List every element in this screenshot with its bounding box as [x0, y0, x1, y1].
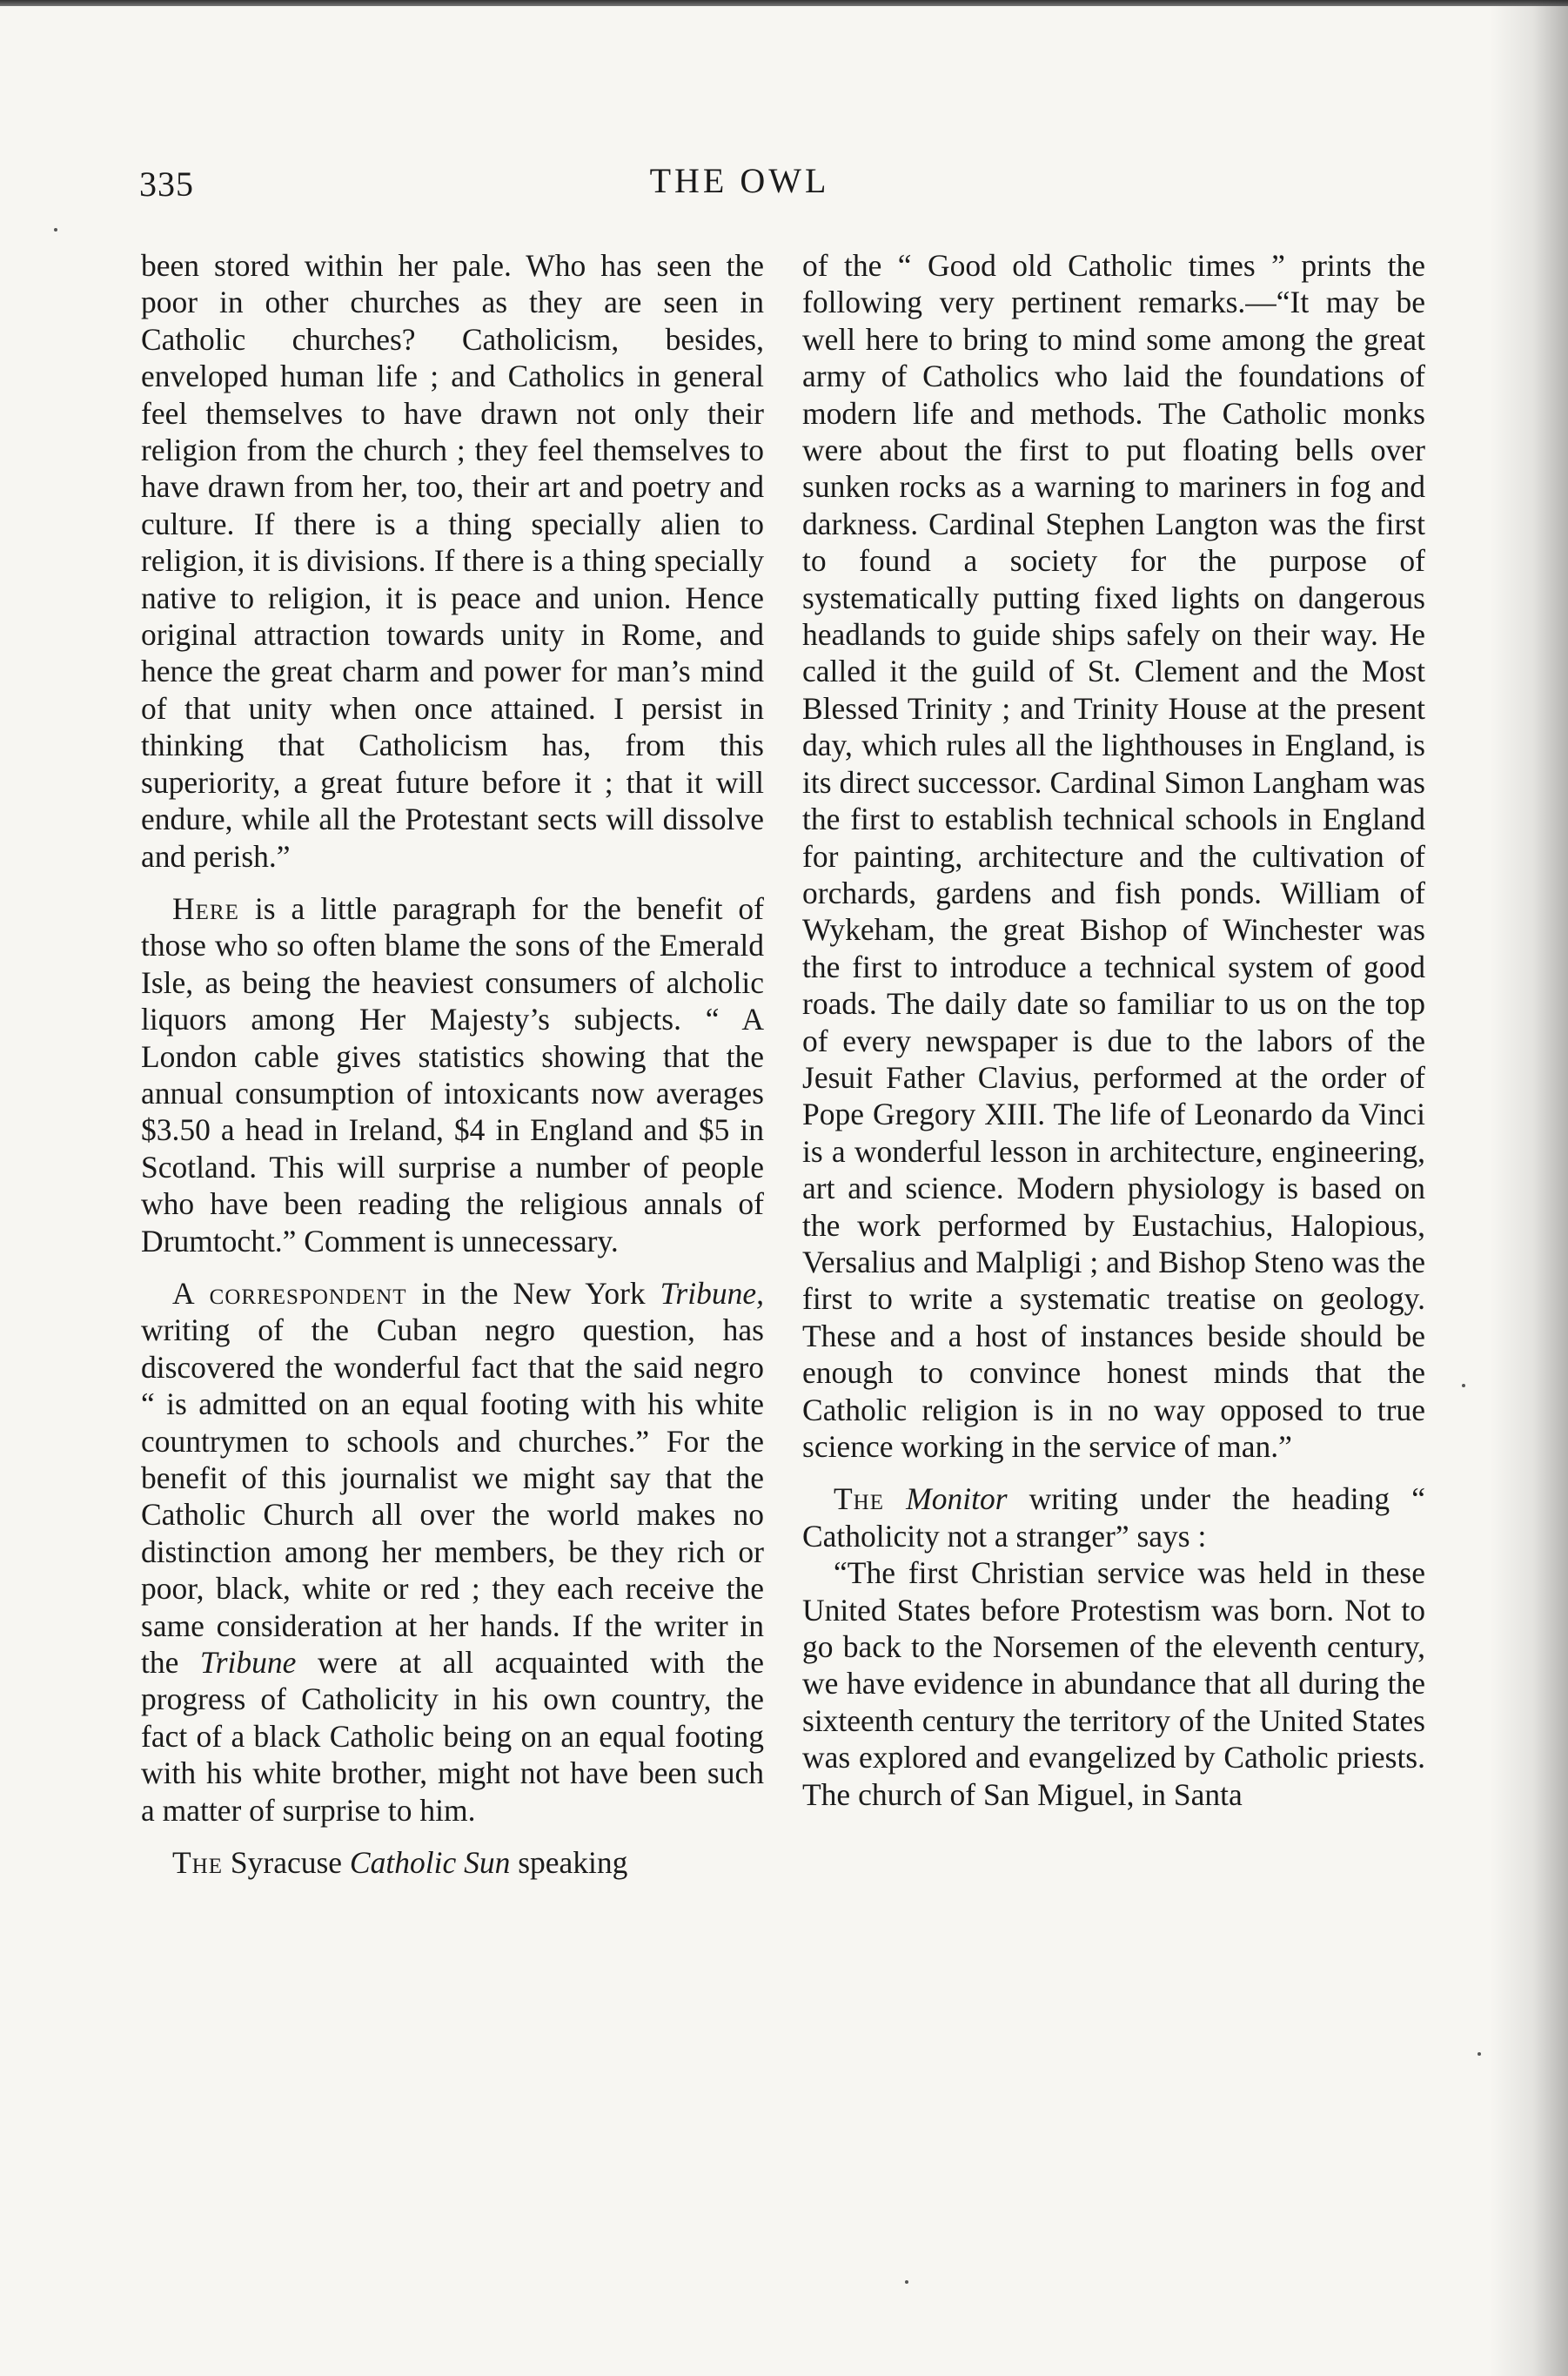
right-paragraph-1: [802, 247, 1425, 1465]
paper-speck: [1462, 1384, 1465, 1387]
left-column: [141, 247, 764, 1896]
monitor-title: Monitor: [906, 1481, 1008, 1517]
tribune-title-2: Tribune: [199, 1645, 297, 1681]
left-paragraph-4-text-a: Syracuse: [223, 1845, 350, 1881]
left-paragraph-2-text: is a little paragraph for the benefit of those who so often blame the sons of the Emerald Isle, as being the heaviest consumers of alcholic liquors among Her Majesty’s subjects. “ A London cable gives statistics showing that the annual consumption of intoxicants now averages $3.50 a head in Ireland, $4 in England and $5 in Scotland. This will surprise a number of people who have been reading the religious annals of Drumtocht.” Comment is unnecessary.: [141, 890, 764, 1258]
right-paragraph-2: [802, 1480, 1425, 1554]
left-paragraph-3-text-b: writing of the Cuban negro question, has discovered the wonderful fact that the said negro “ is admitted on an equal footing with his white countrymen to schools and churches.” For the benefit of this journalist we might say that the Catholic Church all over the world makes no distinction among her members, be they rich or poor, black, white or red ; they each receive the same consideration at her hands. If the writer in the: [141, 1312, 764, 1681]
left-paragraph-1-text: been stored within her pale. Who has seen the poor in other churches as they are seen in Catholic churches? Catholicism, besides, enveloped human life ; and Catholics in general feel themselves to have drawn not only their religion from the church ; they feel themselves to have drawn from her, too, their art and poetry and culture. If there is a thing specially alien to religion, it is divisions. If there is a thing specially native to religion, it is peace and union. Hence original attraction towards unity in Rome, and hence the great charm and power for man’s mind of that unity when once attained. I persist in thinking that Catholicism has, from this superiority, a great future before it ; that it will endure, while all the Protestant sects will dissolve and perish.”: [141, 248, 764, 874]
right-paragraph-1-text: of the “ Good old Catholic times ” prints the following very pertinent remarks.—“It may be well here to bring to mind some among the great army of Catholics who laid the foundations of modern life and methods. The Catholic monks were about the first to put floating bells over sunken rocks as a warning to mariners in fog and darkness. Cardinal Stephen Langton was the first to found a society for the purpose of systematically putting fixed lights on dangerous headlands to guide ships safely on their way. He called it the guild of St. Clement and the Most Blessed Trinity ; and Trinity House at the present day, which rules all the lighthouses in England, is its direct successor. Cardinal Simon Langham was the first to establish technical schools in England for painting, architecture and the cultivation of orchards, gardens and fish ponds. William of Wykeham, the great Bishop of Winchester was the first to introduce a technical system of good roads. The daily date so familiar to us on the top of every newspaper is due to the labors of the Jesuit Father Clavius, performed at the order of Pope Gregory XIII. The life of Leonardo da Vinci is a wonderful lesson in architecture, engineering, art and science. Modern physiology is based on the work performed by Eustachius, Halopious, Versalius and Malpligi ; and Bishop Steno was the first to write a systematic treatise on geology. These and a host of instances beside should be enough to convince honest minds that the Catholic religion is in no way opposed to true science working in the service of man.”: [802, 248, 1425, 1464]
paper-speck: [54, 228, 57, 232]
left-paragraph-4-lead: The: [172, 1845, 224, 1881]
page-edge-shadow: [1490, 0, 1568, 2376]
right-paragraph-2-lead: The: [834, 1481, 885, 1517]
left-paragraph-2-lead: Here: [172, 890, 239, 926]
right-paragraph-3: [802, 1554, 1425, 1813]
catholic-sun-title: Catholic Sun: [349, 1845, 511, 1881]
paper-speck: [1478, 2052, 1481, 2056]
left-paragraph-3-text-c: were at all acquainted with the progress of Catholicity in his own country, the fact of a black Catholic being on an equal footing with his white brother, might not have been such a matter of surprise to him.: [141, 1645, 764, 1828]
page-number: 335: [139, 164, 194, 204]
right-paragraph-3-text: “The first Christian service was held in these United States before Protestism was born. Not to go back to the Norsemen of the eleventh century, we have evidence in abundance that all during the sixteenth century the territory of the United States was explored and evangelized by Catholic priests. The church of San Miguel, in Santa: [802, 1555, 1425, 1812]
left-paragraph-3-text-a: in the New York: [406, 1275, 660, 1311]
paper-speck: [905, 2280, 908, 2284]
running-title: THE OWL: [649, 161, 830, 200]
left-paragraph-1: [141, 247, 764, 875]
left-paragraph-3: [141, 1275, 764, 1829]
right-column: [802, 247, 1425, 1829]
left-paragraph-4-text-b: speaking: [510, 1845, 628, 1881]
left-paragraph-3-lead: A correspondent: [172, 1275, 407, 1311]
running-head: [0, 157, 1568, 209]
page-top-edge: [0, 0, 1568, 6]
left-paragraph-4: [141, 1844, 764, 1881]
right-paragraph-2-text: writing under the heading “ Catholicity not a stranger” says :: [802, 1481, 1425, 1554]
tribune-title: Tribune,: [660, 1275, 764, 1311]
left-paragraph-2: [141, 890, 764, 1259]
